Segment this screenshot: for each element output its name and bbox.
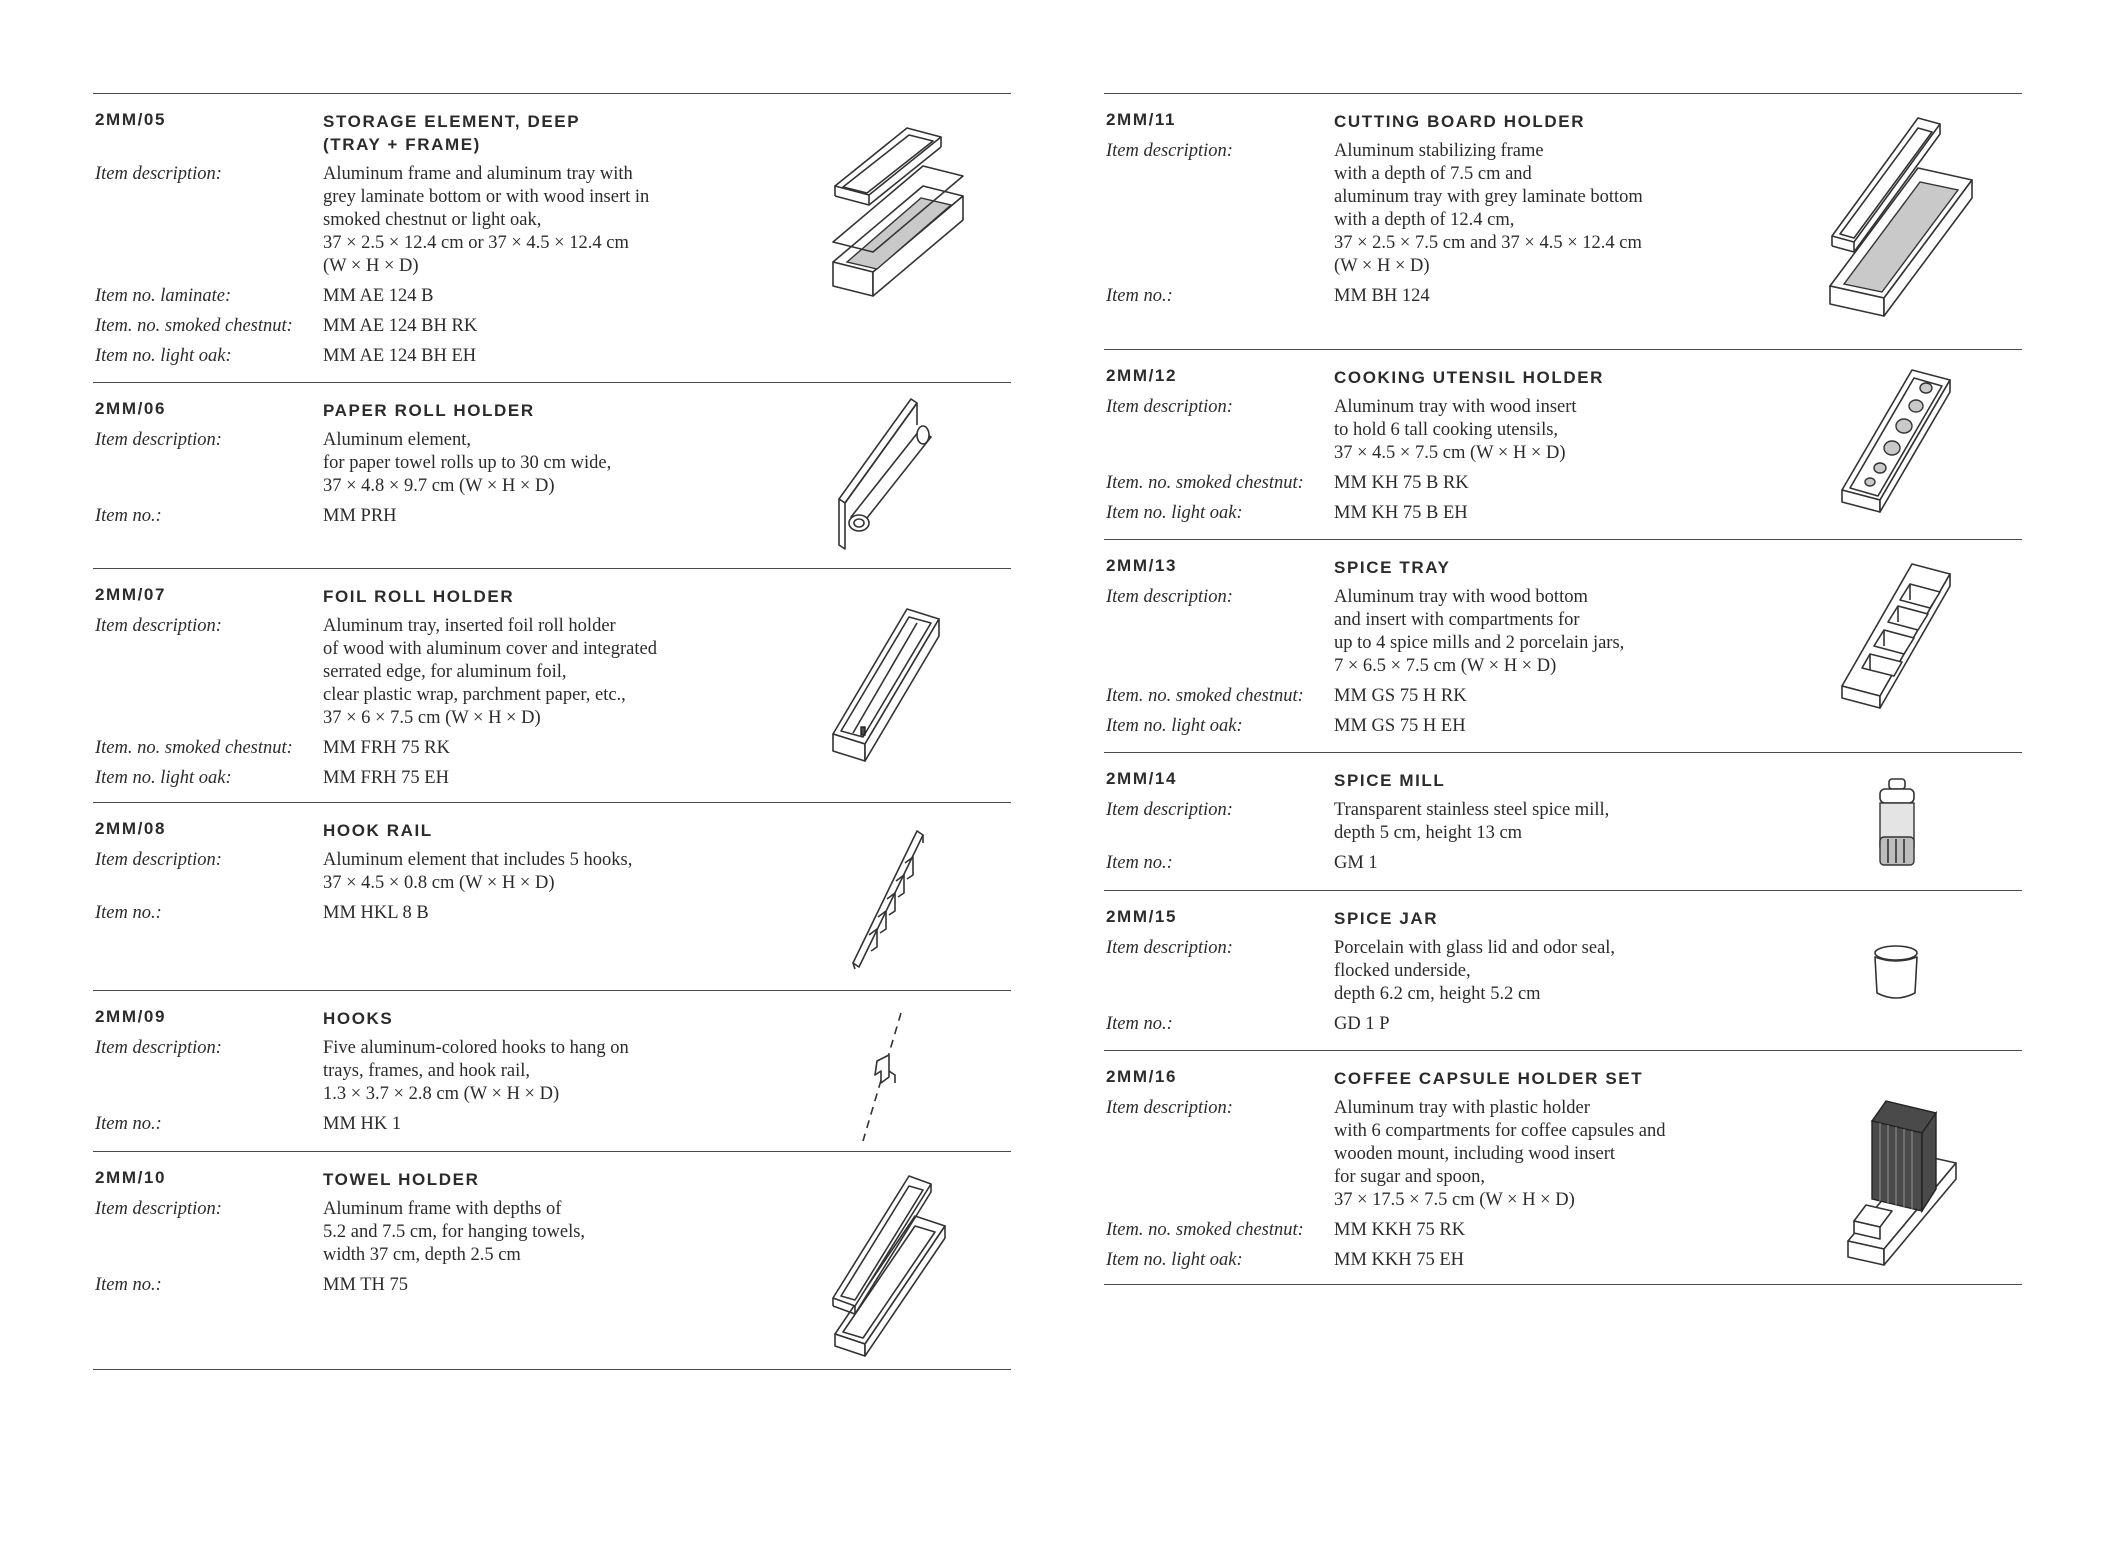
product-title: COFFEE CAPSULE HOLDER SET bbox=[1334, 1069, 1644, 1088]
spec-rows bbox=[1106, 937, 1766, 1036]
spec-value: Porcelain with glass lid and odor seal, flocked underside, depth 6.2 cm, height 5.2 cm bbox=[1334, 938, 1616, 1004]
spec-value: Aluminum tray, inserted foil roll holder of wood with aluminum cover and integrated serrated edge, for aluminum foil, clear plastic wrap, parchment paper, etc., 37 × 6 × 7.5 cm (W × H × D) bbox=[323, 616, 657, 728]
spec-row bbox=[95, 849, 755, 895]
product-entry bbox=[1104, 93, 2022, 349]
spec-row bbox=[95, 1198, 755, 1267]
utensil-holder-icon bbox=[1842, 370, 1962, 520]
product-title: HOOK RAIL bbox=[323, 821, 433, 840]
product-code: 2MM/16 bbox=[1106, 1067, 1178, 1086]
spec-label: Item. no. smoked chestnut: bbox=[1106, 686, 1304, 706]
spec-value: MM KH 75 B EH bbox=[1334, 503, 1468, 523]
spec-label: Item description: bbox=[95, 164, 222, 184]
spec-value: MM BH 124 bbox=[1334, 286, 1430, 306]
spec-value: MM AE 124 B bbox=[323, 286, 434, 306]
spec-label: Item no. laminate: bbox=[95, 286, 232, 306]
product-title: PAPER ROLL HOLDER bbox=[323, 401, 535, 420]
cutting-board-holder-icon bbox=[1828, 116, 1978, 326]
spec-value: MM KKH 75 EH bbox=[1334, 1250, 1465, 1270]
spice-tray-icon bbox=[1842, 560, 1962, 720]
spec-value: Aluminum element that includes 5 hooks, 37 × 4.5 × 0.8 cm (W × H × D) bbox=[323, 850, 633, 893]
spec-row bbox=[95, 505, 755, 528]
spec-row bbox=[95, 345, 755, 368]
spec-row bbox=[1106, 1013, 1766, 1036]
spice-mill-icon bbox=[1874, 779, 1924, 874]
spec-row bbox=[1106, 799, 1766, 845]
spec-rows bbox=[95, 1037, 755, 1136]
hook-icon bbox=[859, 1013, 909, 1143]
spec-label: Item description: bbox=[95, 430, 222, 450]
product-code: 2MM/08 bbox=[95, 819, 167, 838]
spec-rows bbox=[95, 615, 755, 790]
spec-value: MM FRH 75 RK bbox=[323, 738, 450, 758]
spec-row bbox=[1106, 502, 1766, 525]
product-entry bbox=[1104, 539, 2022, 752]
product-code: 2MM/15 bbox=[1106, 907, 1178, 926]
spec-rows bbox=[95, 849, 755, 925]
spec-label: Item. no. smoked chestnut: bbox=[95, 738, 293, 758]
product-code: 2MM/07 bbox=[95, 585, 167, 604]
product-entry bbox=[93, 1151, 1011, 1370]
spec-label: Item description: bbox=[1106, 141, 1233, 161]
spec-value: MM AE 124 BH RK bbox=[323, 316, 478, 336]
spec-row bbox=[1106, 715, 1766, 738]
product-code: 2MM/14 bbox=[1106, 769, 1178, 788]
spec-rows bbox=[95, 1198, 755, 1297]
product-title: SPICE TRAY bbox=[1334, 558, 1451, 577]
spec-row bbox=[1106, 140, 1766, 278]
spec-rows bbox=[1106, 396, 1766, 525]
spec-label: Item no.: bbox=[1106, 1014, 1173, 1034]
spec-label: Item no.: bbox=[1106, 286, 1173, 306]
spec-rows bbox=[95, 429, 755, 528]
paper-roll-holder-icon bbox=[835, 399, 955, 549]
spec-row bbox=[1106, 472, 1766, 495]
spec-row bbox=[95, 767, 755, 790]
spec-rows bbox=[95, 163, 755, 368]
spec-rows bbox=[1106, 140, 1766, 308]
spec-label: Item description: bbox=[95, 616, 222, 636]
product-title: COOKING UTENSIL HOLDER bbox=[1334, 368, 1605, 387]
product-code: 2MM/11 bbox=[1106, 110, 1177, 129]
spec-rows bbox=[1106, 799, 1766, 875]
spec-label: Item no.: bbox=[95, 506, 162, 526]
spec-value: MM AE 124 BH EH bbox=[323, 346, 477, 366]
spec-label: Item no.: bbox=[95, 1275, 162, 1295]
storage-element-icon bbox=[833, 132, 973, 342]
product-code: 2MM/06 bbox=[95, 399, 167, 418]
spec-row bbox=[1106, 1097, 1766, 1212]
product-entry bbox=[93, 568, 1011, 802]
product-code: 2MM/10 bbox=[95, 1168, 167, 1187]
spec-value: GM 1 bbox=[1334, 853, 1378, 873]
spec-row bbox=[1106, 685, 1766, 708]
spec-value: Aluminum frame with depths of 5.2 and 7.5 cm, for hanging towels, width 37 cm, depth 2.5 cm bbox=[323, 1199, 586, 1265]
spec-value: GD 1 P bbox=[1334, 1014, 1390, 1034]
spec-row bbox=[1106, 586, 1766, 678]
spec-label: Item. no. smoked chestnut: bbox=[95, 316, 293, 336]
right-column bbox=[1104, 93, 2022, 1285]
left-column bbox=[93, 93, 1011, 1370]
spec-row bbox=[95, 1037, 755, 1106]
spec-row bbox=[95, 1274, 755, 1297]
product-entry bbox=[93, 990, 1011, 1151]
spec-value: MM FRH 75 EH bbox=[323, 768, 449, 788]
product-entry bbox=[1104, 752, 2022, 890]
spec-value: MM TH 75 bbox=[323, 1275, 408, 1295]
spec-value: MM HK 1 bbox=[323, 1114, 402, 1134]
product-entry bbox=[93, 93, 1011, 382]
spec-rows bbox=[1106, 586, 1766, 738]
spec-value: MM PRH bbox=[323, 506, 397, 526]
product-code: 2MM/09 bbox=[95, 1007, 167, 1026]
spec-label: Item. no. smoked chestnut: bbox=[1106, 1220, 1304, 1240]
product-code: 2MM/05 bbox=[95, 110, 167, 129]
spec-label: Item no. light oak: bbox=[1106, 1250, 1243, 1270]
spec-row bbox=[95, 163, 755, 278]
spec-label: Item no.: bbox=[1106, 853, 1173, 873]
product-entry bbox=[1104, 1050, 2022, 1285]
spec-row bbox=[1106, 1219, 1766, 1242]
product-title: TOWEL HOLDER bbox=[323, 1170, 480, 1189]
spec-label: Item description: bbox=[95, 1038, 222, 1058]
spec-row bbox=[95, 737, 755, 760]
product-title: SPICE JAR bbox=[1334, 909, 1439, 928]
product-entry bbox=[1104, 349, 2022, 539]
spec-rows bbox=[1106, 1097, 1766, 1272]
spec-value: MM HKL 8 B bbox=[323, 903, 429, 923]
spec-value: Aluminum frame and aluminum tray with grey laminate bottom or with wood insert in smoked chestnut or light oak, 37 × 2.5 × 12.4 cm or 37 × 4.5 × 12.4 cm (W × H × D) bbox=[323, 164, 650, 276]
spec-value: Aluminum element, for paper towel rolls up to 30 cm wide, 37 × 4.8 × 9.7 cm (W × H × D) bbox=[323, 430, 612, 496]
foil-roll-holder-icon bbox=[833, 609, 953, 769]
spec-value: Transparent stainless steel spice mill, depth 5 cm, height 13 cm bbox=[1334, 800, 1610, 843]
spec-value: Aluminum tray with wood bottom and insert with compartments for up to 4 spice mills and 2 porcelain jars, 7 × 6.5 × 7.5 cm (W × H × D) bbox=[1334, 587, 1625, 676]
spec-label: Item description: bbox=[1106, 1098, 1233, 1118]
spec-row bbox=[95, 285, 755, 308]
spec-label: Item description: bbox=[95, 850, 222, 870]
spec-label: Item. no. smoked chestnut: bbox=[1106, 473, 1304, 493]
spec-row bbox=[95, 315, 755, 338]
product-title: STORAGE ELEMENT, DEEP (TRAY + FRAME) bbox=[323, 112, 581, 154]
product-title: CUTTING BOARD HOLDER bbox=[1334, 112, 1586, 131]
product-code: 2MM/12 bbox=[1106, 366, 1178, 385]
spec-label: Item no. light oak: bbox=[95, 346, 232, 366]
product-title: SPICE MILL bbox=[1334, 771, 1446, 790]
spec-value: MM GS 75 H RK bbox=[1334, 686, 1467, 706]
spec-row bbox=[1106, 1249, 1766, 1272]
towel-holder-icon bbox=[833, 1174, 963, 1364]
spec-value: Aluminum tray with plastic holder with 6 compartments for coffee capsules and wooden mount, including wood insert for sugar and spoon, 37 × 17.5 × 7.5 cm (W × H × D) bbox=[1334, 1098, 1666, 1210]
spec-label: Item no. light oak: bbox=[1106, 716, 1243, 736]
spec-value: MM KH 75 B RK bbox=[1334, 473, 1469, 493]
spec-value: MM KKH 75 RK bbox=[1334, 1220, 1466, 1240]
spec-row bbox=[95, 902, 755, 925]
spec-label: Item no. light oak: bbox=[95, 768, 232, 788]
spec-value: Five aluminum-colored hooks to hang on trays, frames, and hook rail, 1.3 × 3.7 × 2.8 cm (W × H × D) bbox=[323, 1038, 629, 1104]
spec-row bbox=[1106, 285, 1766, 308]
spec-label: Item description: bbox=[1106, 587, 1233, 607]
product-code: 2MM/13 bbox=[1106, 556, 1178, 575]
spec-label: Item no.: bbox=[95, 903, 162, 923]
spec-label: Item description: bbox=[95, 1199, 222, 1219]
spec-value: MM GS 75 H EH bbox=[1334, 716, 1466, 736]
spec-value: Aluminum stabilizing frame with a depth of 7.5 cm and aluminum tray with grey laminate bottom with a depth of 12.4 cm, 37 × 2.5 × 7.5 cm and 37 × 4.5 × 12.4 cm (W × H × D) bbox=[1334, 141, 1643, 276]
spec-label: Item description: bbox=[1106, 938, 1233, 958]
spec-row bbox=[95, 615, 755, 730]
product-entry bbox=[93, 802, 1011, 990]
spec-row bbox=[1106, 852, 1766, 875]
product-title: FOIL ROLL HOLDER bbox=[323, 587, 515, 606]
coffee-capsule-holder-icon bbox=[1846, 1071, 1966, 1271]
product-title: HOOKS bbox=[323, 1009, 394, 1028]
spec-row bbox=[95, 429, 755, 498]
spec-value: Aluminum tray with wood insert to hold 6 tall cooking utensils, 37 × 4.5 × 7.5 cm (W × H × D) bbox=[1334, 397, 1577, 463]
hook-rail-icon bbox=[851, 823, 931, 973]
spec-label: Item no. light oak: bbox=[1106, 503, 1243, 523]
spec-row bbox=[95, 1113, 755, 1136]
spec-label: Item description: bbox=[1106, 800, 1233, 820]
spec-label: Item description: bbox=[1106, 397, 1233, 417]
spec-label: Item no.: bbox=[95, 1114, 162, 1134]
spec-row bbox=[1106, 396, 1766, 465]
product-entry bbox=[93, 382, 1011, 568]
spec-row bbox=[1106, 937, 1766, 1006]
spice-jar-icon bbox=[1872, 945, 1922, 1005]
product-entry bbox=[1104, 890, 2022, 1050]
